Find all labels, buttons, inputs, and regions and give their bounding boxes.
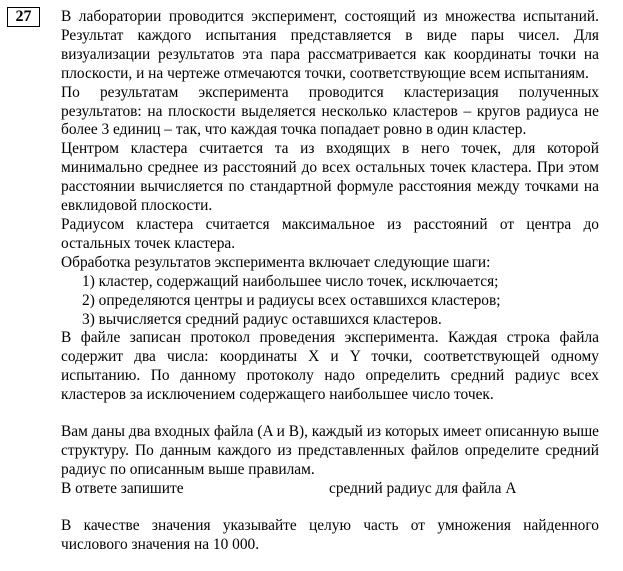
step-item: 2) определяются центры и радиусы всех оставшихся кластеров; (82, 291, 501, 309)
paragraph-radius: Радиусом кластера считается максимальное из расстояний от центра до остальных точек кластера. (61, 215, 599, 252)
step-item: 1) кластер, содержащий наибольшее число точек, исключается; (82, 272, 499, 290)
steps-list (61, 273, 599, 330)
task-text (61, 8, 599, 555)
paragraph-value-note: В качестве значения указывайте целую часть от умножения найденного числового значения на 10 000. (61, 516, 599, 553)
answer-instruction-right: средний радиус для файла A (329, 479, 517, 497)
task-number-box: 27 (7, 7, 40, 27)
paragraph-inputs: Вам даны два входных файла (A и B), каждый из которых имеет описанную выше структуру. По данным каждого из представленных файлов определите средний радиус по описанным выше правилам. (61, 423, 599, 478)
spacer (61, 405, 599, 423)
spacer (61, 499, 599, 517)
step-item: 3) вычисляется средний радиус оставшихся кластеров. (82, 310, 442, 328)
paragraph-file: В файле записан протокол проведения эксперимента. Каждая строка файла содержит два числа: координаты X и Y точки, соответствующей одному испытанию. По данному протоколу надо определить средний радиус всех кластеров за исключением содержащего наибольшее число точек. (61, 329, 599, 404)
paragraph-center: Центром кластера считается та из входящих в него точек, для которой минимально среднее из расстояний до всех остальных точек кластера. При этом расстоянии вычисляется по стандартной формуле расстояния между точками на евклидовой плоскости. (61, 140, 599, 215)
answer-instruction-left: В ответе запишите (61, 479, 184, 497)
answer-instruction (61, 480, 599, 499)
paragraph-intro: В лаборатории проводится эксперимент, состоящий из множества испытаний. Результат каждого испытания представляется в виде пары чисел. Для визуализации результатов эта пара рассматривается как координаты точки на плоскости, и на чертеже отмечаются точки, соответствующие всем испытаниям. (61, 8, 599, 82)
paragraph-steps-intro: Обработка результатов эксперимента включает следующие шаги: (61, 253, 491, 271)
paragraph-clustering: По результатам эксперимента проводится кластеризация полученных результатов: на плоскости выделяется несколько кластеров – кругов радиуса не более 3 единиц – так, что каждая точка попадает ровно в один кластер. (61, 83, 599, 139)
